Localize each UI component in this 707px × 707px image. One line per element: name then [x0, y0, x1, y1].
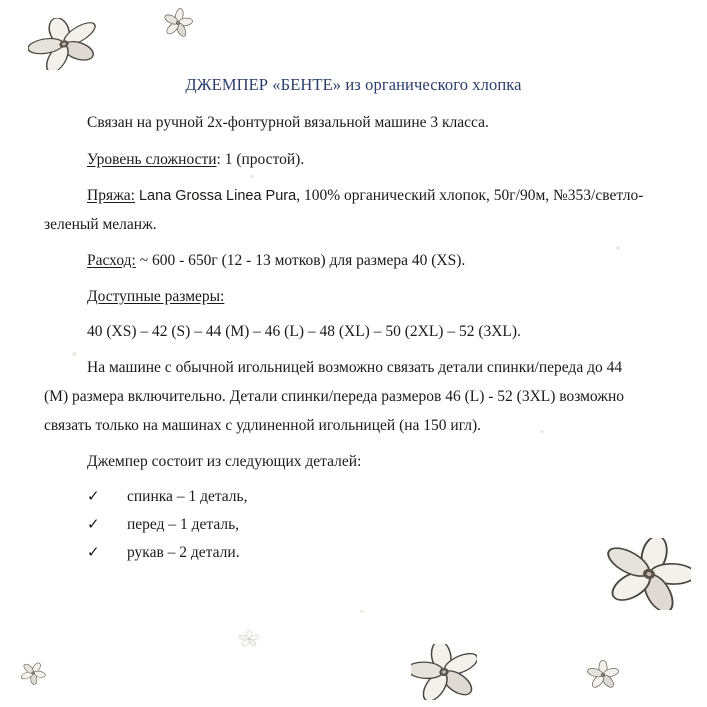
checkmark-icon: ✓ [87, 545, 100, 561]
machine-note-line2: (М) размера включительно. Детали спинки/переда размеров 46 (L) - 52 (3XL) возможно [44, 388, 625, 405]
parts-intro: Джемпер состоит из следующих деталей: [87, 453, 362, 470]
flower-decoration-icon [586, 660, 620, 690]
difficulty-line [87, 150, 304, 170]
list-item: спинка – 1 деталь, [127, 488, 248, 505]
decorative-dot [540, 430, 544, 433]
yarn-line [87, 186, 643, 206]
sizes-label: Доступные размеры: [87, 288, 225, 305]
list-item: перед – 1 деталь, [127, 516, 240, 533]
machine-note-line3: связать только на машинах с удлиненной игольницей (на 150 игл). [44, 417, 482, 434]
flower-decoration-icon [607, 538, 691, 610]
decorative-dot [616, 246, 620, 250]
yarn-label: Пряжа: [87, 187, 135, 204]
document-title: ДЖЕМПЕР «БЕНТЕ» из органического хлопка [185, 75, 522, 94]
list-item: рукав – 2 детали. [127, 544, 240, 561]
intro-paragraph: Связан на ручной 2х-фонтурной вязальной машине 3 класса. [87, 114, 489, 131]
consumption-line [87, 251, 465, 271]
machine-note-line1: На машине с обычной игольницей возможно связать детали спинки/переда до 44 [87, 359, 623, 376]
yarn-details-continued: зеленый меланж. [44, 216, 157, 233]
decorative-dot [72, 352, 77, 356]
flower-decoration-icon [162, 8, 194, 38]
checkmark-icon: ✓ [87, 517, 100, 533]
yarn-brand: Lana Grossa Linea Pura [134, 188, 297, 204]
sizes-list: 40 (XS) – 42 (S) – 44 (M) – 46 (L) – 48 (XL) – 50 (2XL) – 52 (3XL). [87, 323, 521, 340]
flower-decoration-icon [18, 660, 48, 686]
decorative-dot [360, 610, 364, 613]
decorative-dot [250, 175, 254, 178]
consumption-value: ~ 600 - 650г (12 - 13 мотков) для размера 40 (XS). [135, 252, 466, 269]
yarn-details: , 100% органический хлопок, 50г/90м, №353/светло- [296, 187, 644, 204]
difficulty-separator: : [216, 151, 221, 168]
consumption-label: Расход: [87, 252, 136, 269]
difficulty-value: 1 (простой). [220, 151, 305, 168]
flower-decoration-icon [411, 644, 477, 700]
difficulty-label: Уровень сложности [87, 151, 217, 168]
flower-decoration-icon [28, 18, 100, 70]
flower-decoration-icon [236, 628, 262, 650]
checkmark-icon: ✓ [87, 489, 100, 505]
